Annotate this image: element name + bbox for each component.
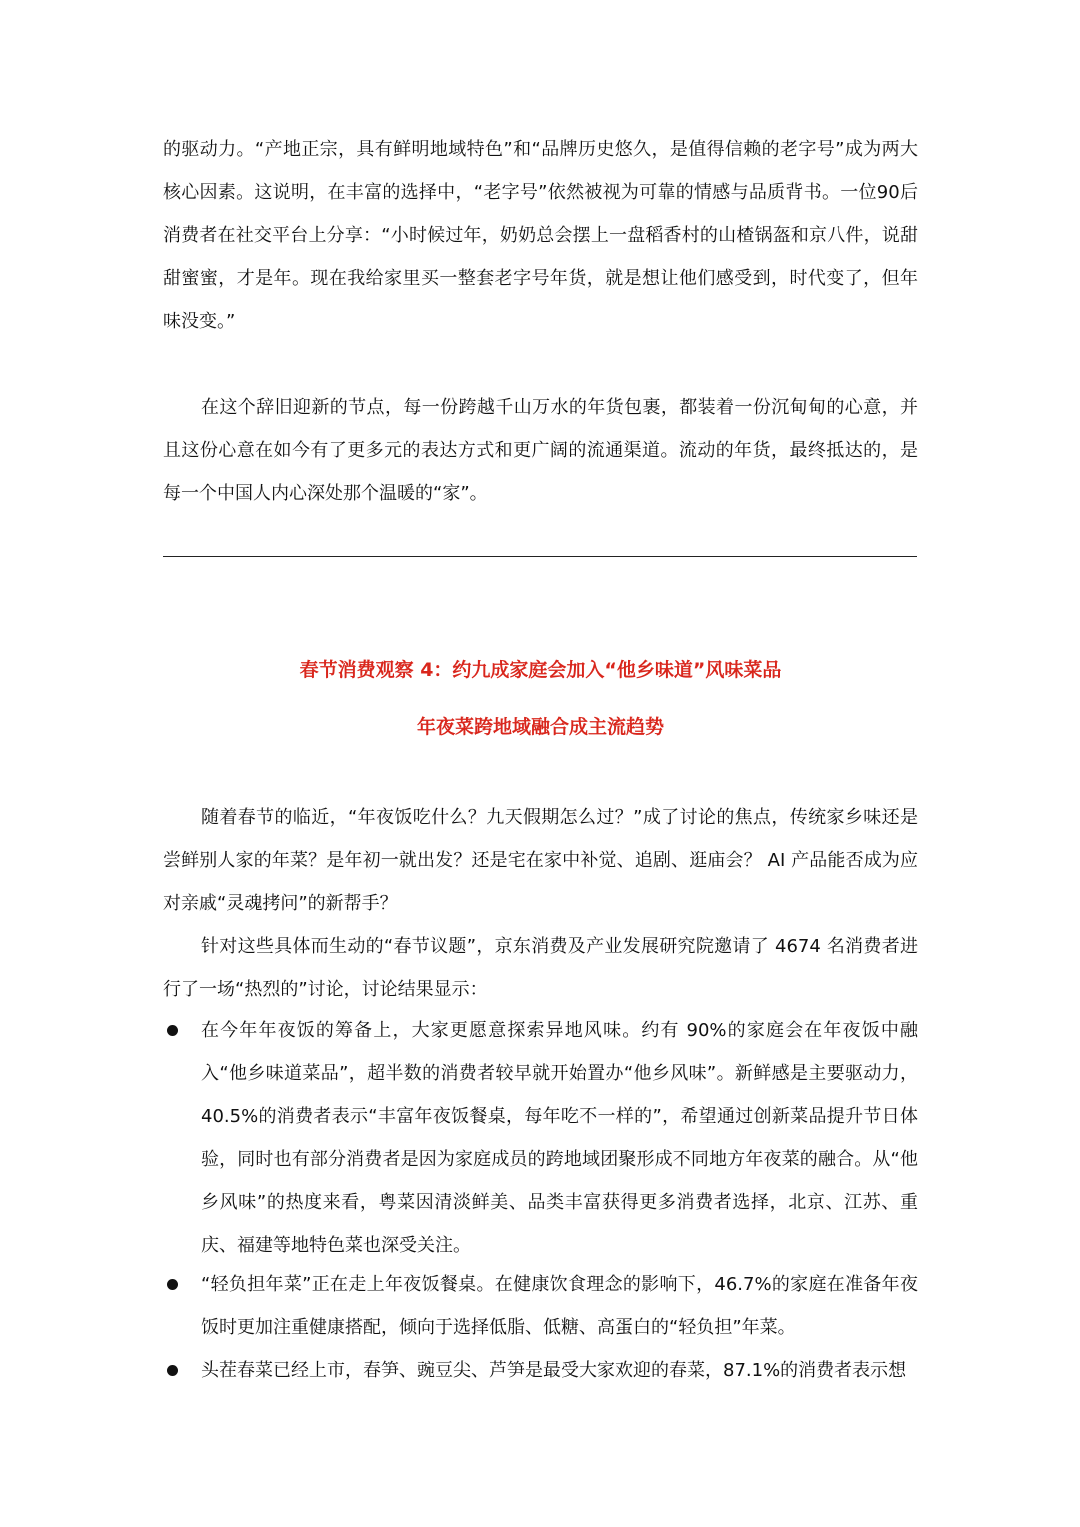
list-item <box>163 1349 918 1392</box>
list-item-text: 在今年年夜饭的筹备上，大家更愿意探索异地风味。约有 90%的家庭会在年夜饭中融入“他乡味道菜品”，超半数的消费者较早就开始置办“他乡风味”。新鲜感是主要驱动力，40.5%的消费者表示“丰富年夜饭餐桌，每年吃不一样的”，希望通过创新菜品提升节日体验，同时也有部分消费者是因为家庭成员的跨地域团聚形成不同地方年夜菜的融合。从“他乡风味”的热度来看，粤菜因清淡鲜美、品类丰富获得更多消费者选择，北京、江苏、重庆、福建等地特色菜也深受关注。 <box>201 1020 918 1256</box>
section-divider <box>163 556 917 557</box>
section-paragraph-1: 随着春节的临近，“年夜饭吃什么？九天假期怎么过？”成了讨论的焦点，传统家乡味还是尝鲜别人家的年菜？是年初一就出发？还是宅在家中补觉、追剧、逛庙会？ AI 产品能否成为应对亲戚“灵魂拷问”的新帮手？ <box>163 807 918 914</box>
list-item-text: 头茬春菜已经上市，春笋、豌豆尖、芦笋是最受大家欢迎的春菜，87.1%的消费者表示想 <box>201 1360 907 1381</box>
section-paragraph-2: 针对这些具体而生动的“春节议题”，京东消费及产业发展研究院邀请了 4674 名消费者进行了一场“热烈的”讨论，讨论结果显示： <box>163 936 918 1000</box>
section-title-line-1: 春节消费观察 4：约九成家庭会加入“他乡味道”风味菜品 <box>299 659 782 681</box>
bullet-icon <box>167 1365 178 1376</box>
section-title-line-2: 年夜菜跨地域融合成主流趋势 <box>416 716 664 738</box>
list-item-text: “轻负担年菜”正在走上年夜饭餐桌。在健康饮食理念的影响下，46.7%的家庭在准备年夜饭时更加注重健康搭配，倾向于选择低脂、低糖、高蛋白的“轻负担”年菜。 <box>201 1274 918 1338</box>
bullet-icon <box>167 1279 178 1290</box>
list-item <box>163 1009 918 1267</box>
list-item <box>163 1263 918 1349</box>
intro-paragraph: 的驱动力。“产地正宗，具有鲜明地域特色”和“品牌历史悠久，是值得信赖的老字号”成为两大核心因素。这说明，在丰富的选择中，“老字号”依然被视为可靠的情感与品质背书。一位90后消费者在社交平台上分享：“小时候过年，奶奶总会摆上一盘稻香村的山楂锅盔和京八件，说甜甜蜜蜜，才是年。现在我给家里买一整套老字号年货，就是想让他们感受到，时代变了，但年味没变。” <box>163 139 918 332</box>
bullet-icon <box>167 1025 178 1036</box>
closing-paragraph: 在这个辞旧迎新的节点，每一份跨越千山万水的年货包裹，都装着一份沉甸甸的心意，并且这份心意在如今有了更多元的表达方式和更广阔的流通渠道。流动的年货，最终抵达的，是每一个中国人内心深处那个温暖的“家”。 <box>163 397 918 504</box>
